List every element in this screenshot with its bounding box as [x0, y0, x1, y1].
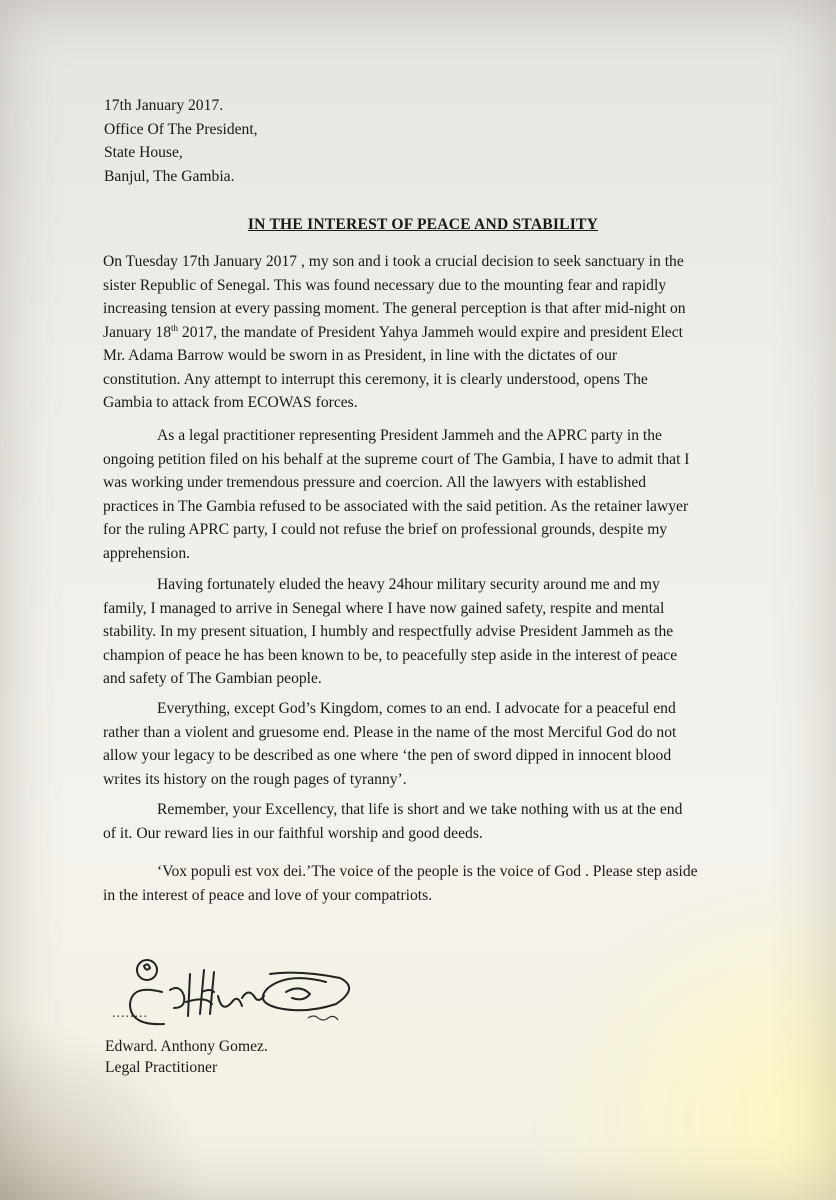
address-office: Office Of The President,: [104, 120, 258, 138]
letter-date: 17th January 2017.: [104, 97, 224, 114]
text-line: sister Republic of Senegal. This was found necessary due to the mounting fear and rapidly: [103, 276, 667, 294]
text-line: As a legal practitioner representing President Jammeh and the APRC party in the: [157, 427, 662, 444]
text-line: family, I managed to arrive in Senegal where I have now gained safety, respite and mental: [103, 599, 665, 617]
paragraph-1: [103, 250, 743, 415]
text-line: practices in The Gambia refused to be associated with the said petition. As the retainer lawyer: [103, 497, 689, 515]
text-line: stability. In my present situation, I humbly and respectfully advise President Jammeh as the: [103, 623, 674, 640]
text-line: ‘Vox populi est vox dei.’The voice of the people is the voice of God . Please step aside: [157, 863, 698, 880]
signatory-role: Legal Practitioner: [105, 1059, 218, 1076]
text-line: Mr. Adama Barrow would be sworn in as President, in line with the dictates of our: [103, 347, 618, 364]
text-line: Having fortunately eluded the heavy 24hour military security around me and my: [157, 576, 660, 593]
paragraph-4: [103, 697, 743, 791]
letter-title: IN THE INTEREST OF PEACE AND STABILITY: [247, 216, 599, 233]
text-line: champion of peace he has been known to be, to peacefully step aside in the interest of peace: [103, 646, 678, 664]
signatory-block: [105, 1036, 268, 1078]
text-line: Gambia to attack from ECOWAS forces.: [103, 394, 358, 411]
text-line: writes its history on the rough pages of tyranny’.: [103, 770, 407, 788]
text-line: Remember, your Excellency, that life is short and we take nothing with us at the end: [157, 801, 683, 818]
text-fragment: January 18: [103, 323, 171, 341]
text-line: On Tuesday 17th January 2017 , my son and i took a crucial decision to seek sanctuary in the: [103, 253, 684, 270]
text-line: allow your legacy to be described as one where ‘the pen of sword dipped in innocent blood: [103, 747, 672, 764]
address-house: State House,: [104, 144, 183, 161]
text-line: for the ruling APRC party, I could not refuse the brief on professional grounds, despite my: [103, 521, 668, 538]
text-line: ongoing petition filed on his behalf at the supreme court of The Gambia, I have to admit that I: [103, 450, 690, 468]
text-line: increasing tension at every passing moment. The general perception is that after mid-night on: [103, 300, 686, 317]
text-line: rather than a violent and gruesome end. Please in the name of the most Merciful God do not: [103, 723, 677, 741]
text-fragment: 2017, the mandate of President Yahya Jammeh would expire and president Elect: [178, 323, 683, 341]
text-line: was working under tremendous pressure and coercion. All the lawyers with established: [103, 474, 647, 491]
text-line: and safety of The Gambian people.: [103, 670, 322, 687]
address-block: [104, 94, 258, 188]
superscript: th: [171, 322, 179, 333]
text-line: constitution. Any attempt to interrupt this ceremony, it is clearly understood, opens The: [103, 370, 648, 388]
paragraph-2: [103, 424, 743, 565]
text-line: of it. Our reward lies in our faithful worship and good deeds.: [103, 824, 483, 842]
signature-dots: ........: [112, 1006, 148, 1021]
text-line: apprehension.: [103, 544, 191, 562]
paragraph-5: [103, 798, 743, 845]
address-city: Banjul, The Gambia.: [104, 167, 235, 185]
text-line: Everything, except God’s Kingdom, comes to an end. I advocate for a peaceful end: [157, 700, 676, 717]
text-line: [103, 321, 743, 345]
paragraph-6: [103, 860, 743, 907]
text-line: in the interest of peace and love of your compatriots.: [103, 886, 433, 904]
signatory-name: Edward. Anthony Gomez.: [105, 1038, 268, 1055]
paragraph-3: [103, 573, 743, 691]
